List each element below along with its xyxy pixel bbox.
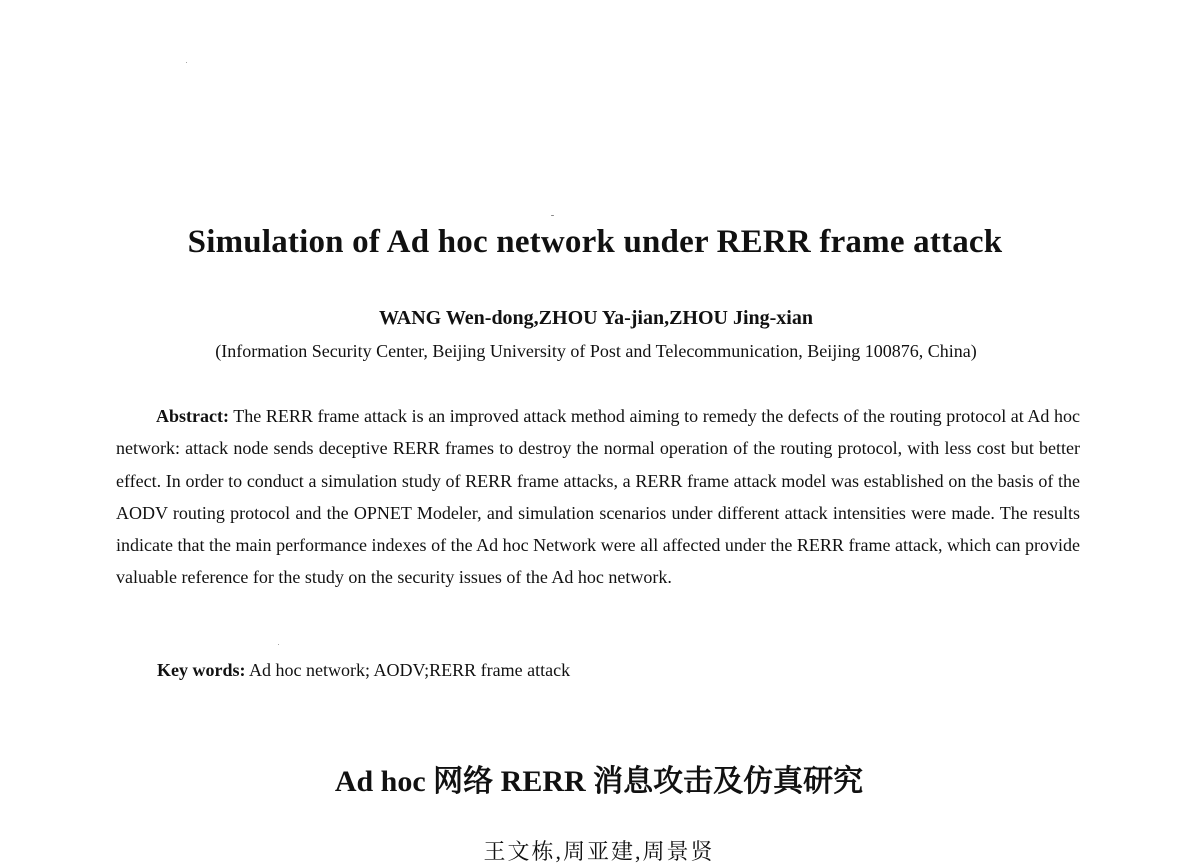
scan-speck [278,644,279,645]
paper-title: Simulation of Ad hoc network under RERR frame attack [187,224,1003,260]
scan-speck [551,215,554,216]
keywords [157,660,570,681]
author-affiliation: (Information Security Center, Beijing University of Post and Telecommunication, Beijing 100876, China) [215,341,977,361]
keywords-text: Ad hoc network; AODV;RERR frame attack [245,660,571,680]
chinese-title: Ad hoc 网络 RERR 消息攻击及仿真研究 [334,765,864,798]
abstract [116,400,1080,594]
scan-speck [186,62,187,63]
abstract-text: The RERR frame attack is an improved attack method aiming to remedy the defects of the routing protocol at Ad hoc network: attack node sends deceptive RERR frames to destroy the normal operation of the routing protocol, with less cost but better effect. In order to conduct a simulation study of RERR frame attacks, a RERR frame attack model was established on the basis of the AODV routing protocol and the OPNET Modeler, and simulation scenarios under different attack intensities were made. The results indicate that the main performance indexes of the Ad hoc Network were all affected under the RERR frame attack, which can provide valuable reference for the study on the security issues of the Ad hoc network. [116,406,1080,588]
author-list: WANG Wen-dong,ZHOU Ya-jian,ZHOU Jing-xian [379,307,813,329]
keywords-label: Key words: [157,660,246,680]
abstract-label: Abstract: [156,406,229,426]
chinese-author-list: 王文栋,周亚建,周景贤 [483,839,715,864]
